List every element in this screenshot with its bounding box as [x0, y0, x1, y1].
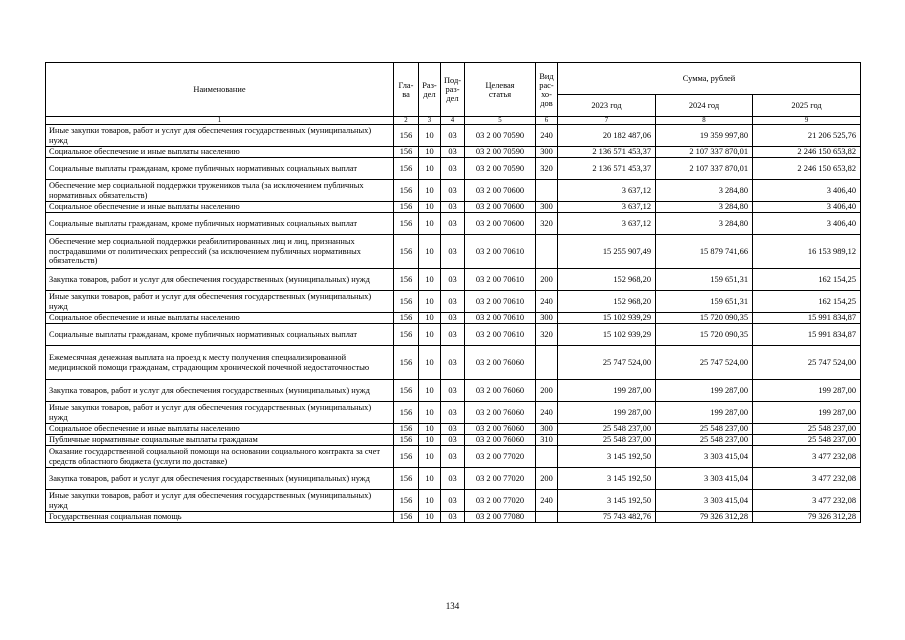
row-sum-2024: 25 747 524,00	[656, 346, 753, 380]
row-celevaya-statya: 03 2 00 77020	[465, 468, 536, 490]
row-sum-2023: 199 287,00	[558, 402, 656, 424]
row-podrazdel: 03	[441, 213, 465, 235]
row-podrazdel: 03	[441, 424, 465, 435]
header-celevaya-statya: Целевая статья	[465, 63, 536, 117]
row-glava: 156	[394, 446, 419, 468]
row-razdel: 10	[419, 180, 441, 202]
table-row	[46, 424, 861, 435]
row-name: Социальное обеспечение и иные выплаты населению	[46, 202, 394, 213]
column-number: 3	[419, 117, 441, 125]
header-summa: Сумма, рублей	[558, 63, 861, 95]
row-glava: 156	[394, 490, 419, 512]
row-razdel: 10	[419, 446, 441, 468]
table-row	[46, 180, 861, 202]
row-razdel: 10	[419, 125, 441, 147]
row-glava: 156	[394, 147, 419, 158]
table-row	[46, 435, 861, 446]
row-podrazdel: 03	[441, 313, 465, 324]
row-vid-rashodov: 200	[536, 269, 558, 291]
row-vid-rashodov: 320	[536, 324, 558, 346]
table-row	[46, 213, 861, 235]
row-podrazdel: 03	[441, 180, 465, 202]
row-sum-2025: 79 326 312,28	[753, 512, 861, 523]
table-row	[46, 158, 861, 180]
header-year-2025: 2025 год	[753, 95, 861, 117]
row-podrazdel: 03	[441, 468, 465, 490]
row-razdel: 10	[419, 346, 441, 380]
row-podrazdel: 03	[441, 125, 465, 147]
row-vid-rashodov	[536, 446, 558, 468]
row-podrazdel: 03	[441, 202, 465, 213]
row-sum-2024: 3 303 415,04	[656, 490, 753, 512]
budget-table-sheet	[45, 62, 860, 523]
row-sum-2025: 162 154,25	[753, 291, 861, 313]
budget-table	[45, 62, 861, 523]
table-row	[46, 235, 861, 269]
row-razdel: 10	[419, 490, 441, 512]
row-razdel: 10	[419, 380, 441, 402]
row-razdel: 10	[419, 269, 441, 291]
row-vid-rashodov: 310	[536, 435, 558, 446]
row-glava: 156	[394, 402, 419, 424]
table-row	[46, 402, 861, 424]
row-name: Обеспечение мер социальной поддержки тружеников тыла (за исключением публичных нормативных обязательств)	[46, 180, 394, 202]
header-podrazdel: Под- раз- дел	[441, 63, 465, 117]
row-vid-rashodov: 240	[536, 125, 558, 147]
row-sum-2024: 25 548 237,00	[656, 424, 753, 435]
row-sum-2023: 3 637,12	[558, 213, 656, 235]
row-sum-2024: 3 303 415,04	[656, 468, 753, 490]
row-razdel: 10	[419, 424, 441, 435]
row-name: Социальные выплаты гражданам, кроме публичных нормативных социальных выплат	[46, 158, 394, 180]
row-podrazdel: 03	[441, 346, 465, 380]
row-glava: 156	[394, 235, 419, 269]
row-razdel: 10	[419, 291, 441, 313]
row-celevaya-statya: 03 2 00 70600	[465, 213, 536, 235]
row-sum-2023: 3 637,12	[558, 180, 656, 202]
table-body	[46, 125, 861, 523]
row-sum-2024: 79 326 312,28	[656, 512, 753, 523]
table-row	[46, 380, 861, 402]
row-glava: 156	[394, 324, 419, 346]
row-razdel: 10	[419, 313, 441, 324]
row-razdel: 10	[419, 158, 441, 180]
row-name: Публичные нормативные социальные выплаты гражданам	[46, 435, 394, 446]
row-sum-2023: 15 102 939,29	[558, 324, 656, 346]
row-celevaya-statya: 03 2 00 70610	[465, 313, 536, 324]
row-celevaya-statya: 03 2 00 70600	[465, 180, 536, 202]
row-celevaya-statya: 03 2 00 77020	[465, 490, 536, 512]
table-row	[46, 291, 861, 313]
row-podrazdel: 03	[441, 512, 465, 523]
row-celevaya-statya: 03 2 00 76060	[465, 380, 536, 402]
row-celevaya-statya: 03 2 00 70610	[465, 291, 536, 313]
row-sum-2024: 15 720 090,35	[656, 324, 753, 346]
row-name: Закупка товаров, работ и услуг для обеспечения государственных (муниципальных) нужд	[46, 468, 394, 490]
row-podrazdel: 03	[441, 235, 465, 269]
row-name: Закупка товаров, работ и услуг для обеспечения государственных (муниципальных) нужд	[46, 380, 394, 402]
row-podrazdel: 03	[441, 402, 465, 424]
table-row	[46, 313, 861, 324]
row-sum-2025: 3 406,40	[753, 180, 861, 202]
row-sum-2024: 15 879 741,66	[656, 235, 753, 269]
column-number: 7	[558, 117, 656, 125]
row-vid-rashodov: 240	[536, 291, 558, 313]
header-glava: Гла- ва	[394, 63, 419, 117]
row-sum-2025: 3 477 232,08	[753, 468, 861, 490]
row-sum-2023: 75 743 482,76	[558, 512, 656, 523]
row-sum-2025: 15 991 834,87	[753, 313, 861, 324]
row-vid-rashodov	[536, 235, 558, 269]
row-vid-rashodov: 300	[536, 313, 558, 324]
row-vid-rashodov: 300	[536, 147, 558, 158]
column-number: 1	[46, 117, 394, 125]
row-celevaya-statya: 03 2 00 77020	[465, 446, 536, 468]
row-celevaya-statya: 03 2 00 70610	[465, 235, 536, 269]
row-sum-2024: 25 548 237,00	[656, 435, 753, 446]
table-row	[46, 324, 861, 346]
row-celevaya-statya: 03 2 00 70610	[465, 324, 536, 346]
row-vid-rashodov	[536, 346, 558, 380]
row-glava: 156	[394, 512, 419, 523]
row-razdel: 10	[419, 324, 441, 346]
row-sum-2025: 16 153 989,12	[753, 235, 861, 269]
row-podrazdel: 03	[441, 291, 465, 313]
row-sum-2024: 2 107 337 870,01	[656, 158, 753, 180]
row-glava: 156	[394, 435, 419, 446]
row-sum-2023: 20 182 487,06	[558, 125, 656, 147]
row-name: Иные закупки товаров, работ и услуг для обеспечения государственных (муниципальных) нужд	[46, 291, 394, 313]
header-year-2024: 2024 год	[656, 95, 753, 117]
row-podrazdel: 03	[441, 147, 465, 158]
header-razdel: Раз- дел	[419, 63, 441, 117]
row-sum-2023: 3 637,12	[558, 202, 656, 213]
row-glava: 156	[394, 202, 419, 213]
row-razdel: 10	[419, 202, 441, 213]
table-row	[46, 490, 861, 512]
row-sum-2023: 15 102 939,29	[558, 313, 656, 324]
row-sum-2023: 3 145 192,50	[558, 490, 656, 512]
row-glava: 156	[394, 213, 419, 235]
row-celevaya-statya: 03 2 00 76060	[465, 402, 536, 424]
row-glava: 156	[394, 180, 419, 202]
row-name: Государственная социальная помощь	[46, 512, 394, 523]
row-podrazdel: 03	[441, 446, 465, 468]
row-name: Оказание государственной социальной помощи на основании социального контракта за счет средств областного бюджета (услуги по доставке)	[46, 446, 394, 468]
row-sum-2023: 3 145 192,50	[558, 446, 656, 468]
row-sum-2023: 25 548 237,00	[558, 424, 656, 435]
row-name: Социальные выплаты гражданам, кроме публичных нормативных социальных выплат	[46, 324, 394, 346]
row-name: Иные закупки товаров, работ и услуг для обеспечения государственных (муниципальных) нужд	[46, 125, 394, 147]
row-glava: 156	[394, 313, 419, 324]
row-celevaya-statya: 03 2 00 76060	[465, 435, 536, 446]
row-sum-2025: 3 477 232,08	[753, 446, 861, 468]
row-vid-rashodov: 200	[536, 468, 558, 490]
table-row	[46, 468, 861, 490]
row-sum-2023: 152 968,20	[558, 269, 656, 291]
row-podrazdel: 03	[441, 380, 465, 402]
row-name: Иные закупки товаров, работ и услуг для обеспечения государственных (муниципальных) нужд	[46, 402, 394, 424]
row-sum-2025: 15 991 834,87	[753, 324, 861, 346]
row-glava: 156	[394, 424, 419, 435]
row-sum-2025: 199 287,00	[753, 402, 861, 424]
row-glava: 156	[394, 158, 419, 180]
table-row	[46, 512, 861, 523]
row-sum-2023: 199 287,00	[558, 380, 656, 402]
header-vid-rashodov: Вид рас- хо- дов	[536, 63, 558, 117]
row-sum-2025: 3 406,40	[753, 202, 861, 213]
row-sum-2024: 19 359 997,80	[656, 125, 753, 147]
table-row	[46, 346, 861, 380]
row-glava: 156	[394, 125, 419, 147]
table-row	[46, 269, 861, 291]
row-celevaya-statya: 03 2 00 70590	[465, 147, 536, 158]
table-row	[46, 125, 861, 147]
row-name: Закупка товаров, работ и услуг для обеспечения государственных (муниципальных) нужд	[46, 269, 394, 291]
row-glava: 156	[394, 346, 419, 380]
row-podrazdel: 03	[441, 435, 465, 446]
row-podrazdel: 03	[441, 324, 465, 346]
row-podrazdel: 03	[441, 269, 465, 291]
row-sum-2024: 3 284,80	[656, 180, 753, 202]
row-name: Обеспечение мер социальной поддержки реабилитированных лиц и лиц, признанных пострадавшими от политических репрессий (за исключением публичных нормативных обязательств)	[46, 235, 394, 269]
row-sum-2023: 3 145 192,50	[558, 468, 656, 490]
row-razdel: 10	[419, 235, 441, 269]
row-vid-rashodov: 240	[536, 402, 558, 424]
row-sum-2024: 159 651,31	[656, 291, 753, 313]
table-row	[46, 202, 861, 213]
row-name: Социальное обеспечение и иные выплаты населению	[46, 147, 394, 158]
row-celevaya-statya: 03 2 00 70590	[465, 158, 536, 180]
row-vid-rashodov: 300	[536, 424, 558, 435]
row-vid-rashodov	[536, 180, 558, 202]
row-sum-2025: 2 246 150 653,82	[753, 147, 861, 158]
header-name: Наименование	[46, 63, 394, 117]
column-number-row	[46, 117, 861, 125]
row-name: Иные закупки товаров, работ и услуг для обеспечения государственных (муниципальных) нужд	[46, 490, 394, 512]
column-number: 8	[656, 117, 753, 125]
column-number: 4	[441, 117, 465, 125]
table-row	[46, 147, 861, 158]
row-glava: 156	[394, 468, 419, 490]
row-sum-2023: 15 255 907,49	[558, 235, 656, 269]
column-number: 9	[753, 117, 861, 125]
row-sum-2024: 199 287,00	[656, 380, 753, 402]
row-sum-2025: 3 406,40	[753, 213, 861, 235]
row-razdel: 10	[419, 435, 441, 446]
row-sum-2025: 25 747 524,00	[753, 346, 861, 380]
row-podrazdel: 03	[441, 490, 465, 512]
page-number: 134	[445, 601, 460, 611]
header-year-2023: 2023 год	[558, 95, 656, 117]
row-razdel: 10	[419, 512, 441, 523]
row-sum-2024: 3 303 415,04	[656, 446, 753, 468]
row-sum-2023: 25 747 524,00	[558, 346, 656, 380]
row-sum-2024: 3 284,80	[656, 202, 753, 213]
row-sum-2025: 2 246 150 653,82	[753, 158, 861, 180]
row-sum-2025: 162 154,25	[753, 269, 861, 291]
row-vid-rashodov: 320	[536, 213, 558, 235]
row-razdel: 10	[419, 213, 441, 235]
row-sum-2025: 3 477 232,08	[753, 490, 861, 512]
row-sum-2024: 2 107 337 870,01	[656, 147, 753, 158]
row-glava: 156	[394, 291, 419, 313]
row-name: Социальные выплаты гражданам, кроме публичных нормативных социальных выплат	[46, 213, 394, 235]
row-name: Социальное обеспечение и иные выплаты населению	[46, 424, 394, 435]
row-sum-2023: 25 548 237,00	[558, 435, 656, 446]
row-sum-2024: 199 287,00	[656, 402, 753, 424]
table-row	[46, 446, 861, 468]
row-sum-2025: 25 548 237,00	[753, 424, 861, 435]
column-number: 5	[465, 117, 536, 125]
row-celevaya-statya: 03 2 00 70610	[465, 269, 536, 291]
column-number: 2	[394, 117, 419, 125]
row-sum-2023: 2 136 571 453,37	[558, 147, 656, 158]
row-sum-2025: 21 206 525,76	[753, 125, 861, 147]
row-name: Ежемесячная денежная выплата на проезд к месту получения специализированной медицинской помощи гражданам, страдающим хронической почечной недостаточностью	[46, 346, 394, 380]
row-celevaya-statya: 03 2 00 70590	[465, 125, 536, 147]
row-razdel: 10	[419, 402, 441, 424]
row-razdel: 10	[419, 147, 441, 158]
row-glava: 156	[394, 380, 419, 402]
row-celevaya-statya: 03 2 00 77080	[465, 512, 536, 523]
row-sum-2024: 159 651,31	[656, 269, 753, 291]
row-celevaya-statya: 03 2 00 76060	[465, 424, 536, 435]
column-number: 6	[536, 117, 558, 125]
row-razdel: 10	[419, 468, 441, 490]
row-sum-2024: 3 284,80	[656, 213, 753, 235]
row-vid-rashodov: 300	[536, 202, 558, 213]
row-glava: 156	[394, 269, 419, 291]
row-celevaya-statya: 03 2 00 70600	[465, 202, 536, 213]
row-name: Социальное обеспечение и иные выплаты населению	[46, 313, 394, 324]
row-vid-rashodov: 320	[536, 158, 558, 180]
row-sum-2024: 15 720 090,35	[656, 313, 753, 324]
row-vid-rashodov: 200	[536, 380, 558, 402]
row-podrazdel: 03	[441, 158, 465, 180]
row-celevaya-statya: 03 2 00 76060	[465, 346, 536, 380]
row-vid-rashodov: 240	[536, 490, 558, 512]
row-sum-2023: 2 136 571 453,37	[558, 158, 656, 180]
row-sum-2023: 152 968,20	[558, 291, 656, 313]
row-vid-rashodov	[536, 512, 558, 523]
row-sum-2025: 199 287,00	[753, 380, 861, 402]
row-sum-2025: 25 548 237,00	[753, 435, 861, 446]
